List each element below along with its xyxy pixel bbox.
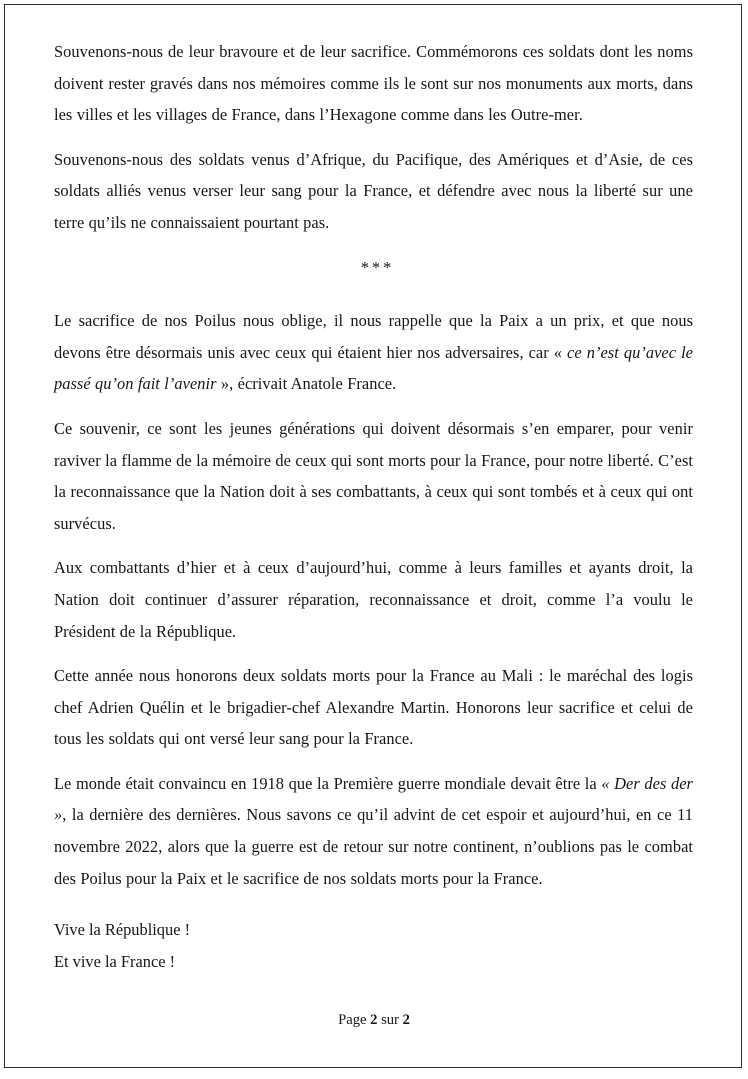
page-footer <box>0 1010 748 1030</box>
footer-total-pages: 2 <box>402 1012 410 1028</box>
closing-vive-la-republique: Vive la République ! <box>54 920 191 940</box>
footer-prefix: Page <box>338 1012 371 1028</box>
closing-block <box>54 914 693 977</box>
der-des-der-quote-italic: « Der des der » <box>54 773 693 825</box>
paragraph-7-text-before-quote: Le monde était convaincu en 1918 que la Première guerre mondiale devait être la <box>54 773 602 793</box>
paragraph-allied-soldiers: Souvenons-nous des soldats venus d’Afrique, du Pacifique, des Amériques et d’Asie, de ces soldats alliés venus verser leur sang pour la France, et défendre avec nous la liberté sur une terre qu’ils ne connaissaient pourtant pas. <box>54 149 693 232</box>
footer-middle: sur <box>377 1012 403 1028</box>
paragraph-der-des-der <box>54 768 693 894</box>
footer-current-page: 2 <box>370 1012 378 1028</box>
paragraph-anatole-france-quote <box>54 305 693 400</box>
document-body <box>54 36 693 977</box>
paragraph-remembrance-bravery: Souvenons-nous de leur bravoure et de leur sacrifice. Commémorons ces soldats dont les noms doivent rester gravés dans nos mémoires comme ils le sont sur nos monuments aux morts, dans les villes et les villages de France, dans l’Hexagone comme dans les Outre-mer. <box>54 42 693 125</box>
paragraph-3-text-before-quote: Le sacrifice de nos Poilus nous oblige, il nous rappelle que la Paix a un prix, et que nous devons être désormais unis avec ceux qui étaient hier nos adversaires, car « <box>54 311 693 362</box>
section-separator: *** <box>360 257 395 277</box>
paragraph-nation-duty: Aux combattants d’hier et à ceux d’aujourd’hui, comme à leurs familles et ayants droit, la Nation doit continuer d’assurer réparation, reconnaissance et droit, comme l’a voulu le Président de la République. <box>54 558 693 641</box>
anatole-france-quote-italic: ce n’est qu’avec le passé qu’on fait l’avenir <box>54 342 694 394</box>
paragraph-young-generations: Ce souvenir, ce sont les jeunes générations qui doivent désormais s’en emparer, pour venir raviver la flamme de la mémoire de ceux qui sont morts pour la France, pour notre liberté. C’est la reconnaissance que la Nation doit à ses combattants, à ceux qui sont tombés et à ceux qui ont survécus. <box>54 418 693 533</box>
paragraph-mali-soldiers: Cette année nous honorons deux soldats morts pour la France au Mali : le maréchal des logis chef Adrien Quélin et le brigadier-chef Alexandre Martin. Honorons leur sacrifice et celui de tous les soldats qui ont versé leur sang pour la France. <box>54 666 693 749</box>
closing-vive-la-france: Et vive la France ! <box>54 951 176 971</box>
paragraph-3-text-after-quote: », écrivait Anatole France. <box>216 374 397 394</box>
paragraph-7-text-after-quote: , la dernière des dernières. Nous savons ce qu’il advint de cet espoir et aujourd’hui, en ce 11 novembre 2022, alors que la guerre est de retour sur notre continent, n’oublions pas le combat des Poilus pour la Paix et le sacrifice de nos soldats morts pour la France. <box>54 805 693 888</box>
